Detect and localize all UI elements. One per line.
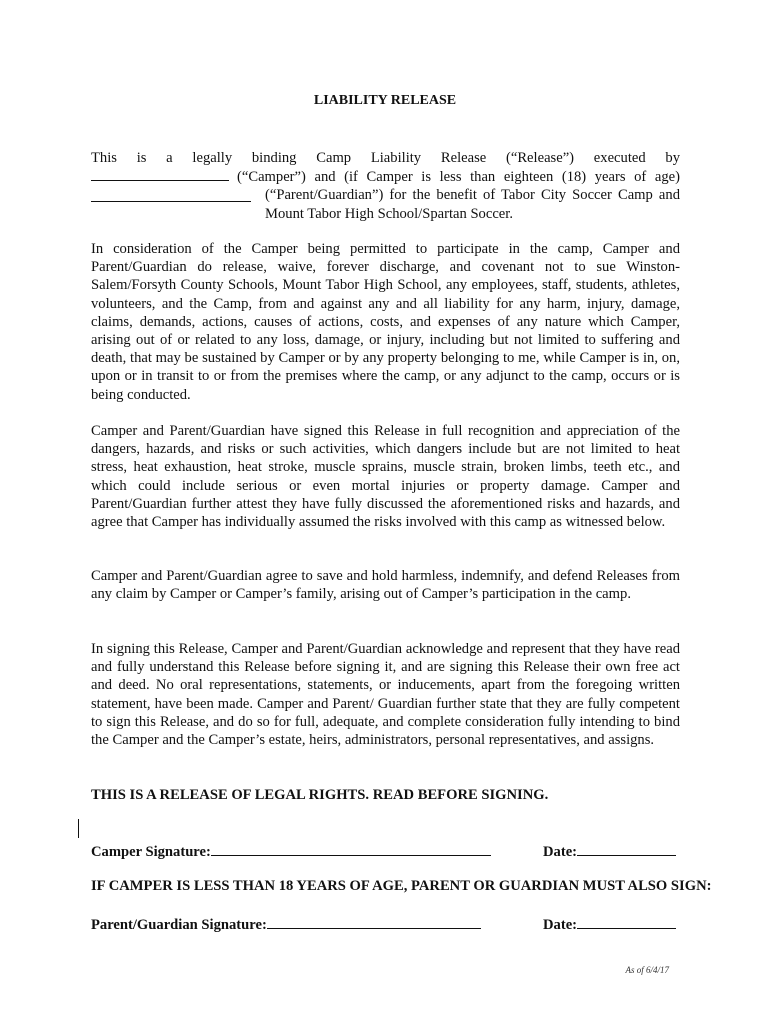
camper-name-blank[interactable]: [91, 167, 229, 181]
paragraph-recognition: [91, 422, 680, 531]
paragraph-indemnify: [91, 567, 680, 603]
intro-line-2: (“Camper”) and (if Camper is less than eighteen (18) years of age): [237, 169, 680, 186]
parent-signature-field[interactable]: [267, 914, 481, 929]
paragraph-text: Camper and Parent/Guardian agree to save and hold harmless, indemnify, and defend Releases from any claim by Camper or Camper’s family, arising out of Camper’s participation in the camp.: [91, 568, 680, 603]
paragraph-text: In signing this Release, Camper and Parent/Guardian acknowledge and represent that they have read and fully understand this Release before signing it, and are signing this Release their own free act and deed. No oral representations, statements, or inducements, apart from the foregoing written statement, have been made. Camper and Parent/ Guardian further state that they are fully competent to sign this Release, and do so for full, adequate, and complete consideration fully intending to bind the Camper and the Camper’s estate, heirs, administrators, personal representatives, and assigns.: [91, 641, 680, 749]
document-title: LIABILITY RELEASE: [313, 93, 457, 108]
intro-line-3: (“Parent/Guardian”) for the benefit of Tabor City Soccer Camp and Mount Tabor High School/Spartan Soccer.: [265, 187, 680, 222]
intro-line-1: This is a legally binding Camp Liability Release (“Release”) executed by: [91, 150, 680, 166]
release-warning: THIS IS A RELEASE OF LEGAL RIGHTS. READ BEFORE SIGNING.: [91, 787, 549, 803]
camper-date-row: [543, 841, 676, 861]
paragraph-text: Camper and Parent/Guardian have signed this Release in full recognition and appreciation of the dangers, hazards, and risks or such activities, which dangers include but are not limited to heat stress, heat exhaustion, heat stroke, muscle sprains, muscle strain, broken limbs, teeth etc., and which could include serious or even mortal injuries or property damage. Camper and Parent/Guardian further attest they have fully discussed the aforementioned risks and hazards, and agree that Camper has individually assumed the risks involved with this camp as witnessed below.: [91, 423, 680, 531]
parent-date-field[interactable]: [577, 914, 676, 929]
minor-notice: IF CAMPER IS LESS THAN 18 YEARS OF AGE, PARENT OR GUARDIAN MUST ALSO SIGN:: [91, 878, 712, 894]
version-footer: As of 6/4/17: [625, 965, 669, 975]
paragraph-acknowledge: [91, 640, 680, 749]
intro-paragraph: [91, 149, 680, 223]
camper-signature-row: [91, 841, 491, 861]
parent-signature-label: Parent/Guardian Signature:: [91, 917, 267, 933]
camper-date-field[interactable]: [577, 841, 676, 856]
paragraph-consideration: [91, 240, 680, 404]
paragraph-text: In consideration of the Camper being permitted to participate in the camp, Camper and Parent/Guardian do release, waive, forever discharge, and covenant not to sue Winston-Salem/Forsyth County Schools, Mount Tabor High School, any employees, staff, students, athletes, volunteers, and the Camp, from and against any and all liability for any harm, injury, damage, claims, demands, actions, causes of actions, costs, and expenses of any nature which Camper, arising out of or related to any loss, damage, or injury, including but not limited to suffering and death, that may be sustained by Camper or by any property belonging to me, while Camper is in, on, upon or in transit to or from the premises where the camp, or any adjunct to the camp, occurs or is being conducted.: [91, 241, 680, 403]
camper-signature-field[interactable]: [211, 841, 491, 856]
text-cursor: [78, 819, 79, 838]
parent-signature-row: [91, 914, 481, 934]
camper-signature-label: Camper Signature:: [91, 844, 211, 860]
camper-date-label: Date:: [543, 844, 578, 860]
parent-date-label: Date:: [543, 917, 578, 933]
parent-date-row: [543, 914, 676, 934]
